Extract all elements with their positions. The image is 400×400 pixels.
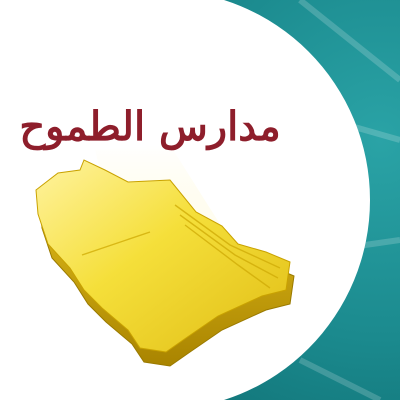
school-name-calligraphy: مدارس الطموح [19,103,281,150]
calligraphy-logo [19,103,280,151]
